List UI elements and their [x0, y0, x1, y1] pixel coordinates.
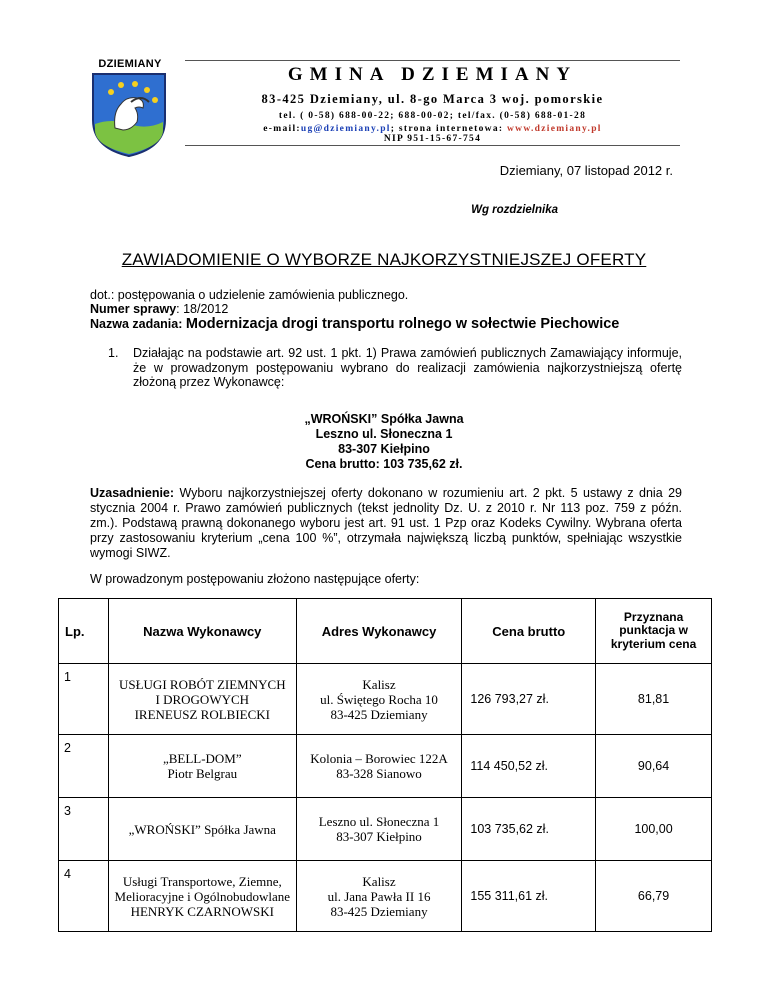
name-line: Usługi Transportowe, Ziemne,: [122, 873, 282, 889]
cell-name: [108, 664, 296, 735]
name-line: „BELL-DOM”: [162, 751, 242, 766]
cell-address: [296, 798, 462, 861]
table-row: [59, 861, 712, 932]
address-line: ul. Świętego Rocha 10: [320, 691, 438, 707]
address-line: 83-307 Kiełpino: [336, 829, 422, 844]
point-1-text: Działając na podstawie art. 92 ust. 1 pkt. 1) Prawa zamówień publicznych Zamawiający informuje, że w prowadzonym postępowaniu wybrano do realizacji zamówienia najkorzystniejszą ofertę złożoną przez Wykonawcę:: [133, 346, 682, 389]
address-line: Kolonia – Borowiec 122A: [310, 751, 448, 766]
meta-subject: dot.: postępowania o udzielenie zamówienia publicznego.: [90, 288, 409, 302]
justification: [90, 486, 682, 561]
address-line: ul. Jana Pawła II 16: [327, 888, 431, 904]
name-line: USŁUGI ROBÓT ZIEMNYCH: [118, 676, 286, 692]
address-line: 83-425 Dziemiany: [330, 903, 428, 919]
crest-label: DZIEMIANY: [98, 58, 162, 70]
cell-address: [296, 664, 462, 735]
col-header-name: Nazwa Wykonawcy: [108, 599, 296, 664]
cell-lp: 2: [59, 735, 109, 798]
offers-intro: W prowadzonym postępowaniu złożono następujące oferty:: [90, 572, 420, 586]
cell-address: [296, 861, 462, 932]
winning-offer: [0, 412, 768, 472]
cell-name: [108, 861, 296, 932]
name-line: „WROŃSKI” Spółka Jawna: [128, 821, 276, 837]
justification-label: Uzasadnienie:: [90, 486, 175, 500]
name-line: IRENEUSZ ROLBIECKI: [134, 706, 270, 722]
winner-name: „WROŃSKI” Spółka Jawna: [304, 412, 464, 426]
name-line: HENRYK CZARNOWSKI: [130, 903, 274, 919]
document-title: ZAWIADOMIENIE O WYBORZE NAJKORZYSTNIEJSZEJ OFERTY: [121, 250, 647, 269]
address-line: Kalisz: [362, 873, 396, 889]
email-link[interactable]: ug@dziemiany.pl: [300, 124, 391, 134]
table-header-row: [59, 599, 712, 664]
table-row: [59, 735, 712, 798]
task-label: Nazwa zadania:: [90, 317, 186, 331]
meta-task-name: [90, 316, 619, 332]
winner-price: Cena brutto: 103 735,62 zł.: [305, 457, 463, 471]
email-label: e-mail:: [263, 124, 301, 134]
header-title: GMINA DZIEMIANY: [287, 64, 578, 85]
cell-price: 155 311,61 zł.: [462, 861, 596, 932]
cell-price: 126 793,27 zł.: [462, 664, 596, 735]
municipal-crest: [80, 58, 180, 158]
cell-lp: 3: [59, 798, 109, 861]
meta-case-number: [90, 302, 228, 316]
cell-price: 114 450,52 zł.: [462, 735, 596, 798]
name-line: Melioracyjne i Ogólnobudowlane: [114, 888, 291, 904]
address-line: Kalisz: [362, 676, 396, 692]
offers-table: [58, 598, 712, 932]
table-row: [59, 798, 712, 861]
cell-score: 66,79: [596, 861, 712, 932]
cell-score: 81,81: [596, 664, 712, 735]
address-line: Leszno ul. Słoneczna 1: [318, 814, 440, 829]
cell-name: [108, 735, 296, 798]
cell-score: 100,00: [596, 798, 712, 861]
case-value: : 18/2012: [176, 302, 229, 316]
cell-score: 90,64: [596, 735, 712, 798]
winner-street: Leszno ul. Słoneczna 1: [315, 427, 453, 441]
case-label: Numer sprawy: [90, 302, 177, 316]
cell-name: [108, 798, 296, 861]
col-header-lp: Lp.: [59, 599, 109, 664]
coat-of-arms-icon: [91, 72, 167, 158]
cell-lp: 1: [59, 664, 109, 735]
header-address: 83-425 Dziemiany, ul. 8-go Marca 3 woj. pomorskie: [261, 92, 604, 106]
header-rule-bottom: [185, 145, 680, 146]
name-line: I DROGOWYCH: [155, 691, 250, 707]
address-line: 83-328 Sianowo: [336, 766, 422, 781]
address-line: 83-425 Dziemiany: [330, 706, 428, 722]
cell-address: [296, 735, 462, 798]
col-header-score: Przyznana punktacja w kryterium cena: [596, 599, 712, 664]
header-phones: tel. ( 0-58) 688-00-22; 688-00-02; tel/fax. (0-58) 688-01-28: [278, 111, 587, 121]
winner-city: 83-307 Kiełpino: [338, 442, 430, 456]
cell-lp: 4: [59, 861, 109, 932]
header-rule-top: [185, 60, 680, 61]
col-header-address: Adres Wykonawcy: [296, 599, 462, 664]
task-value: Modernizacja drogi transportu rolnego w sołectwie Piechowice: [185, 316, 620, 332]
col-header-price: Cena brutto: [462, 599, 596, 664]
name-line: Piotr Belgrau: [167, 766, 238, 781]
recipient: Wg rozdzielnika: [471, 204, 558, 216]
date-line: Dziemiany, 07 listopad 2012 r.: [499, 163, 673, 178]
point-1: [108, 346, 682, 390]
web-label: ; strona internetowa:: [390, 124, 508, 134]
header-contact: [185, 124, 680, 134]
justification-text: Wyboru najkorzystniejszej oferty dokonano w rozumieniu art. 2 pkt. 5 ustawy z dnia 29 stycznia 2004 r. Prawo zamówień publicznych (tekst jednolity Dz. U. z 2010 r. Nr 113 poz. 759 z późn. zm.). Podstawą prawną dokonanego wyboru jest art. 91 ust. 1 Pzp oraz Kodeks Cywilny. Wybrana oferta przy zastosowaniu kryterium „cena 100 %”, otrzymała największą liczbą punktów, spełniając wszystkie wymogi SIWZ.: [90, 486, 682, 560]
table-row: [59, 664, 712, 735]
website-link[interactable]: www.dziemiany.pl: [507, 124, 602, 134]
header-nip: NIP 951-15-67-754: [383, 134, 482, 144]
point-1-number: 1.: [108, 346, 119, 360]
cell-price: 103 735,62 zł.: [462, 798, 596, 861]
